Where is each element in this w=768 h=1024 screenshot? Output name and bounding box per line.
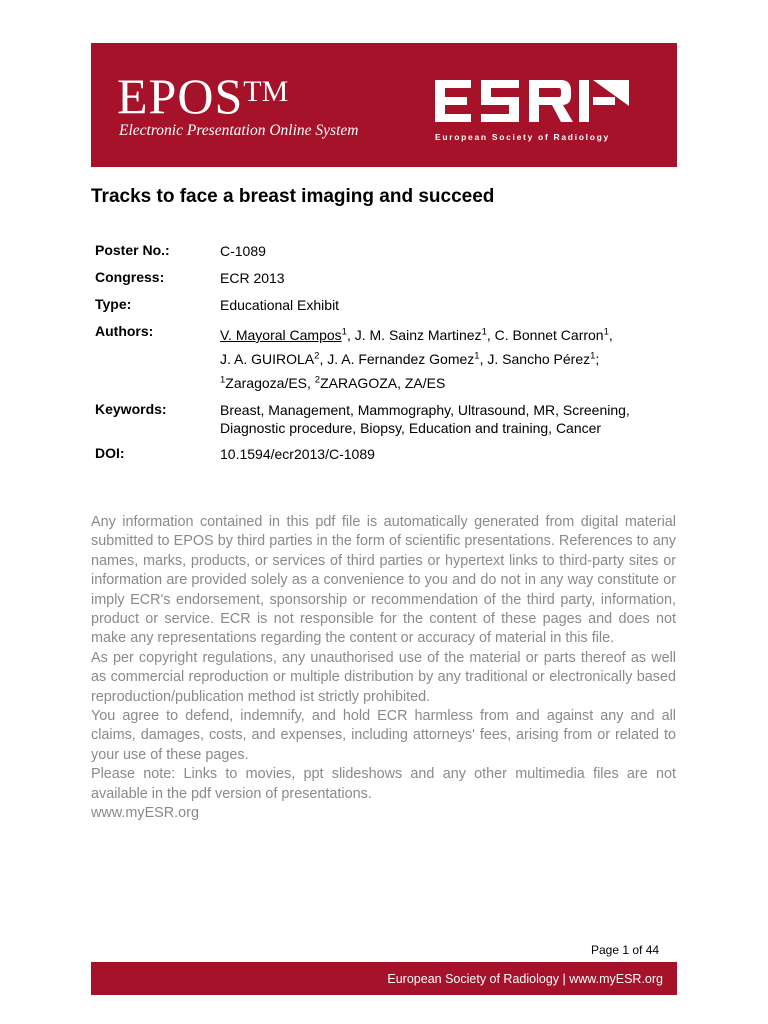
header-banner [91,43,677,167]
type-label: Type: [95,296,132,312]
keywords-label: Keywords: [95,401,167,417]
doi-value: 10.1594/ecr2013/C-1089 [220,446,375,462]
congress-value: ECR 2013 [220,270,285,286]
author-affiliation-mark: 1 [341,326,347,338]
disclaimer-paragraph: Please note: Links to movies, ppt slideshows and any other multimedia files are not available in the pdf version of presentations. [91,766,676,802]
author-name: J. A. Fernandez Gomez [327,351,475,367]
author-name: J. A. GUIROLA [220,351,315,367]
author-affiliation-mark: 2 [314,350,320,362]
epos-logo [117,68,289,124]
author-affiliation-mark: 1 [481,326,487,338]
esr-tagline: European Society of Radiology [435,132,610,142]
authors-line-1: V. Mayoral Campos$^1$, J. M. Sainz Martinez$^1$, C. Bonnet Carron$^1$, [220,326,613,343]
affiliation-text: Zaragoza/ES [225,375,308,391]
affiliation-number: 1 [220,374,226,386]
disclaimer-paragraph: Any information contained in this pdf file is automatically generated from digital material submitted to EPOS by third parties in the form of scientific presentations. References to any names, marks, products, or services of third parties or hypertext links to third-party sites or information are provided solely as a convenience to you and do not in any way constitute or imply ECR's endorsement, sponsorship or recommendation of the third party, information, product or service. ECR is not responsible for the content of these pages and does not make any representations regarding the content or accuracy of material in this file. [91,514,676,647]
esr-logo [433,76,633,128]
footer-bar [91,962,677,995]
footer-text: European Society of Radiology | www.myESR.org [387,972,663,986]
type-value: Educational Exhibit [220,297,340,313]
epos-subtitle: Electronic Presentation Online System [119,122,359,139]
keywords-line-2: Diagnostic procedure, Biopsy, Education and training, Cancer [220,420,602,436]
author-name: C. Bonnet Carron [494,327,604,343]
disclaimer-paragraph: You agree to defend, indemnify, and hold ECR harmless from and against any and all claims, damages, costs, and expenses, including attorneys' fees, arising from or related to your use of these pages. [91,708,676,763]
author-name: J. M. Sainz Martinez [354,327,482,343]
poster-no-label: Poster No.: [95,242,170,258]
page-number: Page 1 of 44 [591,943,660,957]
author-affiliation-mark: 1 [474,350,480,362]
author-name: J. Sancho Pérez [487,351,591,367]
author-affiliation-mark: 1 [603,326,609,338]
trademark-symbol: TM [243,75,289,108]
doi-label: DOI: [95,445,125,461]
document-title: Tracks to face a breast imaging and succeed [91,186,495,207]
authors-label: Authors: [95,323,154,339]
authors-line-2: J. A. GUIROLA$^2$, J. A. Fernandez Gomez$^1$, J. Sancho Pérez$^1$; [220,350,600,367]
affiliation-number: 2 [314,374,321,386]
disclaimer-link: www.myESR.org [91,805,199,822]
disclaimer-paragraph: As per copyright regulations, any unauthorised use of the material or parts thereof as well as commercial reproduction or multiple distribution by any traditional or electronically based reproduction/publication method ist strictly prohibited. [91,649,676,705]
author-affiliation-mark: 1 [590,350,596,362]
poster-no-value: C-1089 [220,243,266,259]
keywords-line-1: Breast, Management, Mammography, Ultrasound, MR, Screening, [220,402,630,418]
affiliations-line: $^1$Zaragoza/ES, $^2$ZARAGOZA, ZA/ES [220,374,446,391]
affiliation-text: ZARAGOZA, ZA/ES [320,375,446,391]
author-name: V. Mayoral Campos [220,327,342,343]
congress-label: Congress: [95,269,165,285]
epos-logo-text: EPOS [117,68,244,124]
disclaimer [91,513,676,824]
